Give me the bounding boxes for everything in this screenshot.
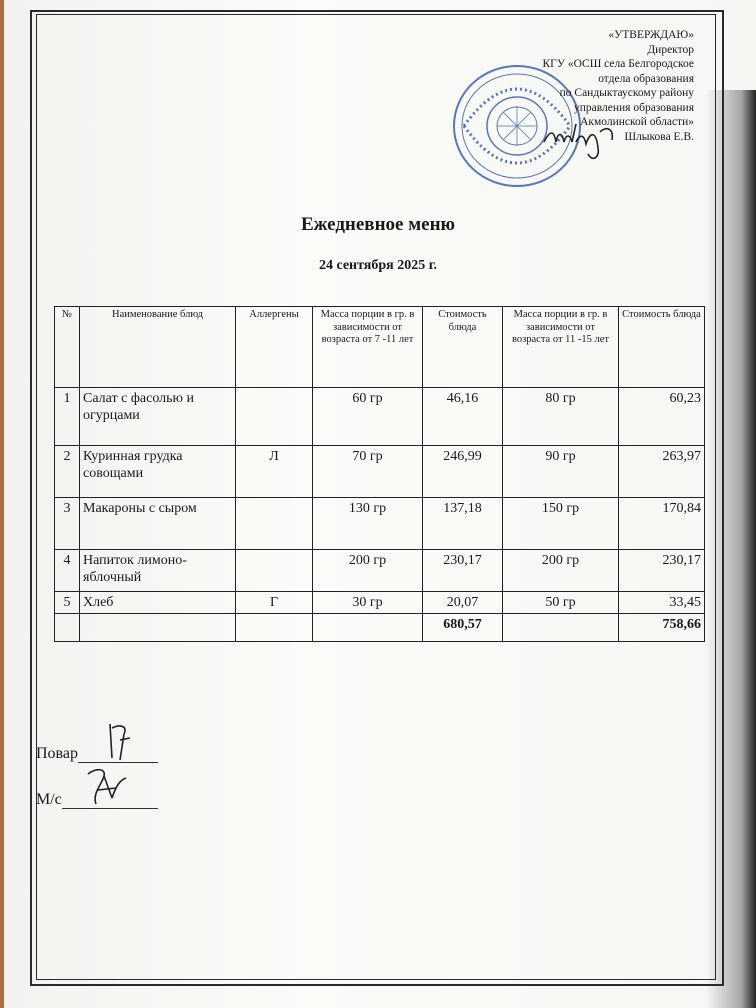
cell-cost-11-15: 60,23 [619, 388, 705, 446]
cell-mass-7-11: 60 гр [313, 388, 423, 446]
cook-label: Повар [36, 745, 78, 762]
cell-dish-name: Напиток лимоно-яблочный [80, 550, 236, 592]
cell-number: 4 [55, 550, 80, 592]
table-row [55, 388, 705, 446]
cell-cost-7-11: 20,07 [423, 592, 503, 614]
cell-empty [503, 614, 619, 642]
cell-mass-7-11: 200 гр [313, 550, 423, 592]
cell-empty [55, 614, 80, 642]
cell-number: 2 [55, 446, 80, 498]
nurse-label: М/с [36, 791, 62, 808]
cell-mass-11-15: 80 гр [503, 388, 619, 446]
table-header-row [55, 307, 705, 388]
header-dish-name: Наименование блюд [80, 307, 236, 388]
menu-table [54, 306, 705, 642]
table-row [55, 550, 705, 592]
cell-mass-11-15: 150 гр [503, 498, 619, 550]
cell-allergen [236, 498, 313, 550]
page-title: Ежедневное меню [300, 214, 456, 235]
cell-empty [313, 614, 423, 642]
approval-dept: отдела образования [598, 72, 694, 85]
cell-mass-7-11: 70 гр [313, 446, 423, 498]
cell-cost-11-15: 170,84 [619, 498, 705, 550]
cell-allergen: Л [236, 446, 313, 498]
cell-cost-7-11: 137,18 [423, 498, 503, 550]
total-cost-11-15: 758,66 [619, 614, 705, 642]
header-number: № [55, 307, 80, 388]
total-cost-7-11: 680,57 [423, 614, 503, 642]
cell-dish-name: Хлеб [80, 592, 236, 614]
header-mass-7-11: Масса порции в гр. в зависимости от возраста от 7 -11 лет [313, 307, 423, 388]
cell-cost-11-15: 33,45 [619, 592, 705, 614]
cell-cost-7-11: 246,99 [423, 446, 503, 498]
cell-number: 1 [55, 388, 80, 446]
table-row [55, 446, 705, 498]
cell-mass-11-15: 200 гр [503, 550, 619, 592]
table-row [55, 498, 705, 550]
cell-dish-name: Салат с фасолью и огурцами [80, 388, 236, 446]
cell-mass-11-15: 90 гр [503, 446, 619, 498]
cook-signature-field [78, 742, 158, 763]
header-allergens: Аллергены [236, 307, 313, 388]
cell-number: 5 [55, 592, 80, 614]
cook-signature-line [36, 742, 158, 763]
header-cost-11-15: Стоимость блюда [619, 307, 705, 388]
cell-cost-7-11: 46,16 [423, 388, 503, 446]
approval-region: Акмолинской области» [580, 116, 694, 128]
approval-org: КГУ «ОСШ села Белгородское [542, 58, 694, 70]
cell-empty [80, 614, 236, 642]
cell-allergen [236, 550, 313, 592]
approval-admin: управления образования [573, 101, 694, 114]
cell-mass-7-11: 30 гр [313, 592, 423, 614]
totals-row [55, 614, 705, 642]
header-cost-7-11: Стоимость блюда [423, 307, 503, 388]
approval-heading: «УТВЕРЖДАЮ» [608, 29, 694, 41]
cell-empty [236, 614, 313, 642]
nurse-signature-field [62, 788, 158, 809]
nurse-signature [82, 764, 134, 812]
header-mass-11-15: Масса порции в гр. в зависимости от возраста от 11 -15 лет [503, 307, 619, 388]
cell-allergen: Г [236, 592, 313, 614]
director-signature [540, 112, 620, 169]
approval-position: Директор [647, 43, 694, 56]
cell-cost-7-11: 230,17 [423, 550, 503, 592]
nurse-signature-line [36, 788, 158, 809]
menu-date: 24 сентября 2025 г. [318, 258, 438, 273]
cell-mass-7-11: 130 гр [313, 498, 423, 550]
cell-cost-11-15: 230,17 [619, 550, 705, 592]
cell-mass-11-15: 50 гр [503, 592, 619, 614]
approval-signer: Шлыкова Е.В. [624, 130, 694, 143]
cell-dish-name: Куринная грудка совощами [80, 446, 236, 498]
cell-dish-name: Макароны с сыром [80, 498, 236, 550]
table-row [55, 592, 705, 614]
cell-allergen [236, 388, 313, 446]
cook-signature [100, 720, 140, 764]
cell-number: 3 [55, 498, 80, 550]
cell-cost-11-15: 263,97 [619, 446, 705, 498]
approval-district: по Сандыктаускому району [559, 87, 694, 99]
